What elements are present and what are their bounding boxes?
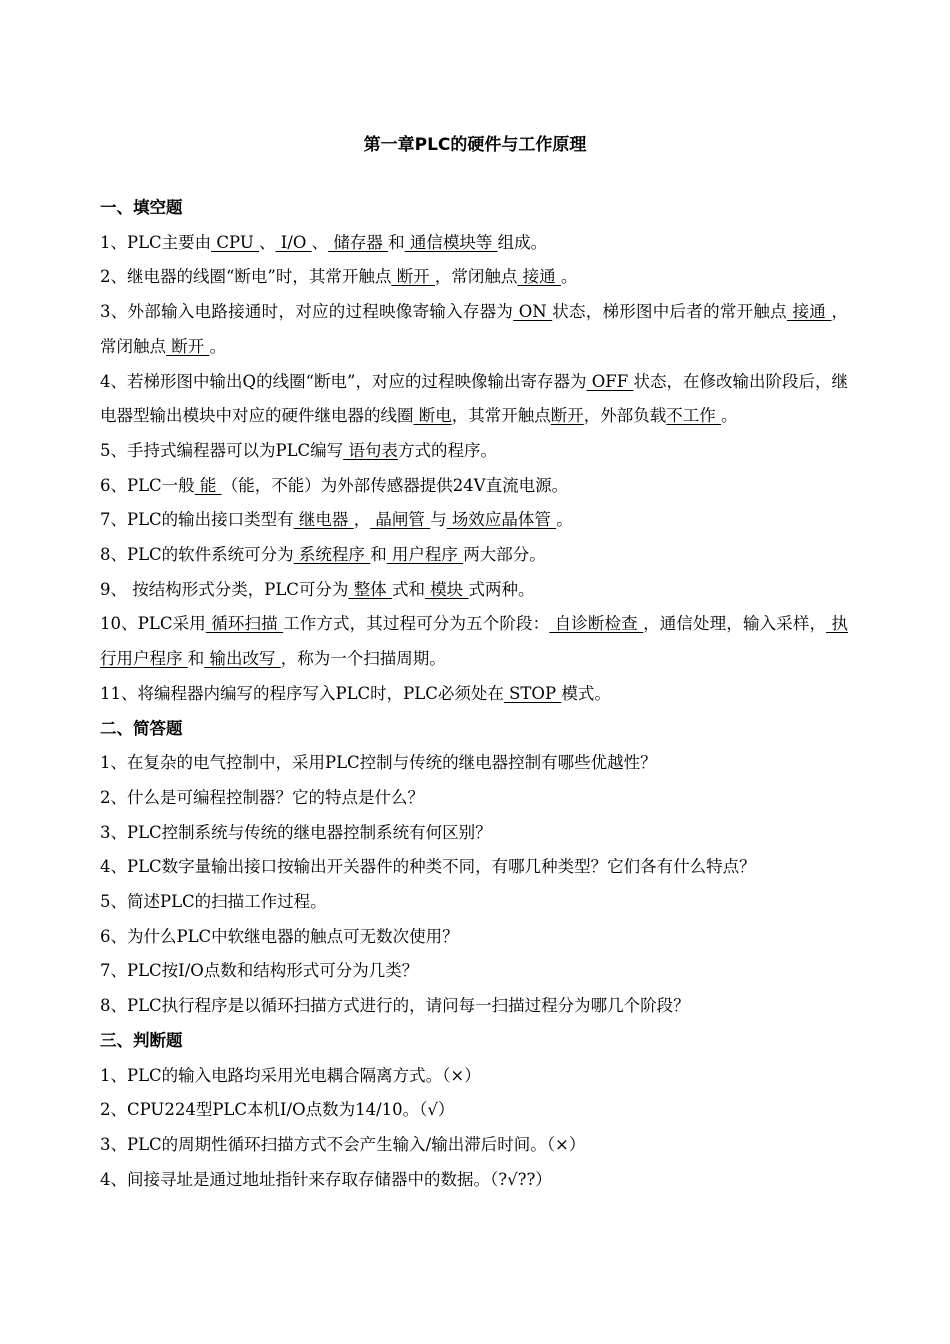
fill-question-6: 6、PLC一般 能 （能，不能）为外部传感器提供24V直流电源。	[100, 475, 569, 495]
answer-blank: 自诊断检查	[549, 614, 644, 634]
section-heading-short: 二、简答题	[100, 718, 183, 738]
answer-blank: STOP	[503, 683, 562, 703]
answer-blank: 储存器	[328, 232, 389, 252]
short-question: 4、PLC数字量输出接口按输出开关器件的种类不同，有哪几种类型？它们各有什么特点？	[100, 857, 756, 877]
answer-blank: 能	[194, 475, 222, 495]
answer-blank: 系统程序	[293, 545, 371, 565]
answer-blank: 场效应晶体管	[446, 510, 557, 530]
document-body	[100, 191, 848, 1197]
answer-blank: 不工作	[666, 406, 721, 426]
short-question: 6、为什么PLC中软继电器的触点可无数次使用？	[100, 926, 459, 946]
short-question: 1、在复杂的电气控制中，采用PLC控制与传统的继电器控制有哪些优越性？	[100, 753, 657, 773]
answer-blank: 整体	[348, 579, 392, 599]
answer-blank: I/O	[275, 232, 312, 252]
judge-question: 1、PLC的输入电路均采用光电耦合隔离方式。（×）	[100, 1065, 481, 1085]
fill-question-7: 7、PLC的输出接口类型有 继电器 ， 晶闸管 与 场效应晶体管 。	[100, 510, 573, 530]
answer-blank: 用户程序	[386, 545, 464, 565]
fill-question-8: 8、PLC的软件系统可分为 系统程序 和 用户程序 两大部分。	[100, 545, 546, 565]
fill-question-9: 9、 按结构形式分类，PLC可分为 整体 式和 模块 式两种。	[100, 579, 535, 599]
answer-blank: 语句表	[343, 440, 398, 460]
answer-blank: 晶闸管	[370, 510, 431, 530]
answer-blank: ON	[513, 302, 553, 322]
answer-blank: 断开	[166, 336, 210, 356]
answer-blank: 断开	[391, 267, 435, 287]
judge-question: 3、PLC的周期性循环扫描方式不会产生输入/输出滞后时间。（×）	[100, 1134, 586, 1154]
answer-blank: 循环扫描	[205, 614, 284, 634]
fill-question-11: 11、将编程器内编写的程序写入PLC时，PLC必须处在 STOP 模式。	[100, 683, 611, 703]
section-heading-fill: 一、填空题	[100, 198, 183, 217]
short-question: 3、PLC控制系统与传统的继电器控制系统有何区别？	[100, 822, 492, 842]
answer-blank: 接通	[517, 267, 561, 287]
fill-question-2: 2、继电器的线圈“断电”时，其常开触点 断开 ，常闭触点 接通 。	[100, 267, 578, 287]
section-heading-judge: 三、判断题	[100, 1030, 183, 1050]
judge-question: 2、CPU224型PLC本机I/O点数为14/10。（√）	[100, 1100, 455, 1120]
answer-blank: 模块	[424, 579, 469, 599]
answer-blank: 断电	[413, 406, 452, 426]
answer-blank: 断开	[550, 406, 584, 426]
answer-blank: 通信模块等	[404, 232, 498, 252]
short-question: 2、什么是可编程控制器？它的特点是什么？	[100, 787, 424, 807]
judge-question: 4、间接寻址是通过地址指针来存取存储器中的数据。（?√??）	[100, 1169, 552, 1189]
fill-question-4: 4、若梯形图中输出Q的线圈“断电”，对应的过程映像输出寄存器为 OFF 状态，在修改输出阶段后，继电器型输出模块中对应的硬件继电器的线圈 断电，其常开触点断开，外部负载不工作 。	[100, 371, 848, 426]
fill-question-3: 3、外部输入电路接通时，对应的过程映像寄输入存器为 ON 状态，梯形图中后者的常开触点 接通 ，常闭触点 断开 。	[100, 302, 848, 356]
answer-blank: 执行用户程序	[100, 614, 848, 669]
answer-blank: CPU	[211, 232, 260, 252]
answer-blank: 继电器	[293, 510, 354, 530]
fill-question-5: 5、手持式编程器可以为PLC编写 语句表方式的程序。	[100, 440, 497, 460]
short-question: 8、PLC执行程序是以循环扫描方式进行的，请问每一扫描过程分为哪几个阶段？	[100, 996, 690, 1016]
short-question: 7、PLC按I/O点数和结构形式可分为几类？	[100, 961, 419, 981]
answer-blank: OFF	[586, 371, 634, 391]
answer-blank: 输出改写	[204, 649, 281, 669]
chapter-title: 第一章PLC的硬件与工作原理	[363, 135, 587, 155]
answer-blank: 接通	[786, 302, 832, 322]
fill-question-10: 10、PLC采用 循环扫描 工作方式，其过程可分为五个阶段： 自诊断检查 ，通信处理，输入采样， 执行用户程序 和 输出改写 ，称为一个扫描周期。	[100, 614, 848, 669]
short-question: 5、简述PLC的扫描工作过程。	[100, 892, 327, 912]
fill-question-1: 1、PLC主要由 CPU 、 I/O 、 储存器 和 通信模块等 组成。	[100, 232, 548, 252]
